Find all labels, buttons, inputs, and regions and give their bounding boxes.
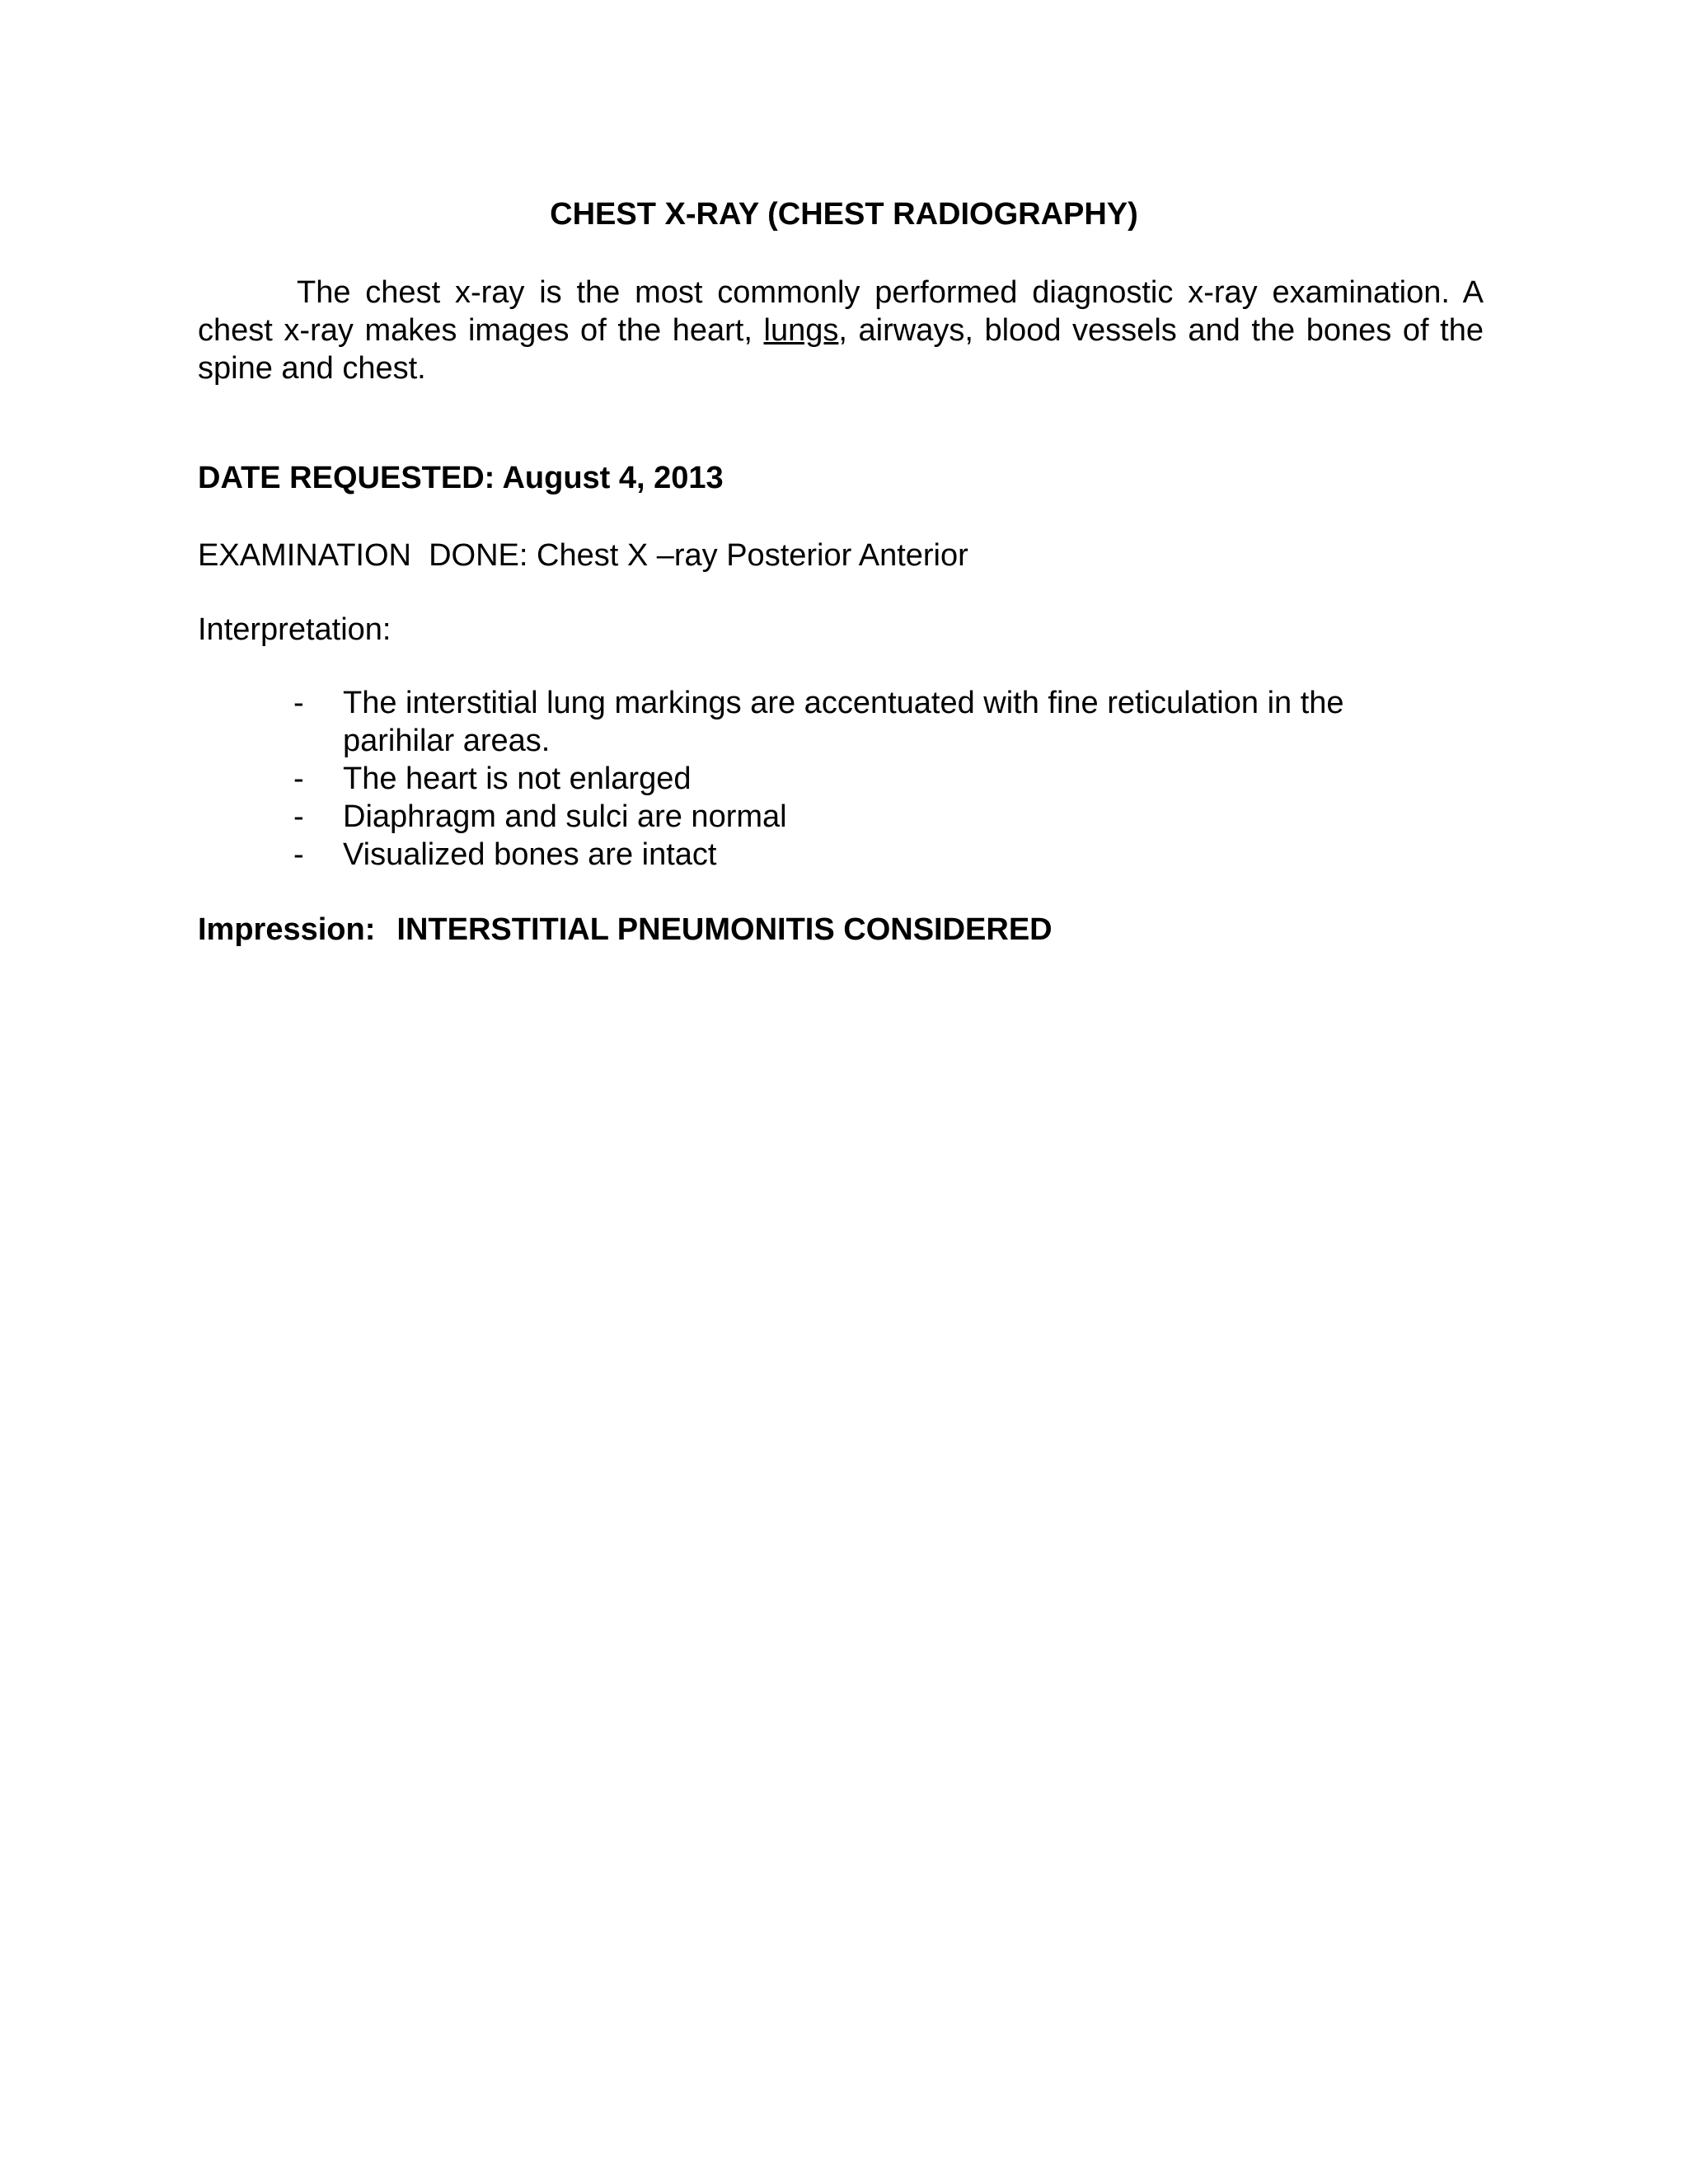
lungs-link[interactable]: lungs	[763, 313, 839, 348]
impression-value: INTERSTITIAL PNEUMONITIS CONSIDERED	[396, 912, 1053, 947]
findings-list	[293, 684, 1431, 874]
finding-dash: -	[293, 837, 304, 872]
finding-text: The heart is not enlarged	[343, 762, 692, 796]
examination-done: EXAMINATION DONE: Chest X –ray Posterior Anterior	[198, 538, 968, 573]
finding-dash: -	[293, 686, 304, 720]
finding-item	[293, 798, 1431, 836]
finding-text: Visualized bones are intact	[343, 837, 717, 872]
finding-dash: -	[293, 762, 304, 796]
intro-paragraph	[198, 274, 1484, 387]
impression-line	[198, 910, 1053, 949]
finding-dash: -	[293, 799, 304, 834]
date-requested: DATE REQUESTED: August 4, 2013	[198, 461, 724, 495]
finding-item	[293, 760, 1431, 798]
intro-text-start: The chest x-ray is the most commonly performed diagnostic x-ray examination. A chest x-ray makes images of the heart,	[198, 275, 1484, 348]
interpretation-label: Interpretation:	[198, 612, 392, 647]
finding-item	[293, 684, 1431, 760]
intro-text-end: , airways, blood vessels and the bones of the spine and chest.	[198, 313, 1484, 386]
impression-label: Impression:	[198, 912, 376, 947]
finding-text: Diaphragm and sulci are normal	[343, 799, 787, 834]
finding-text: The interstitial lung markings are accentuated with fine reticulation in the parihilar areas.	[343, 686, 1344, 758]
finding-item	[293, 836, 1431, 874]
document-title: CHEST X-RAY (CHEST RADIOGRAPHY)	[550, 197, 1138, 232]
